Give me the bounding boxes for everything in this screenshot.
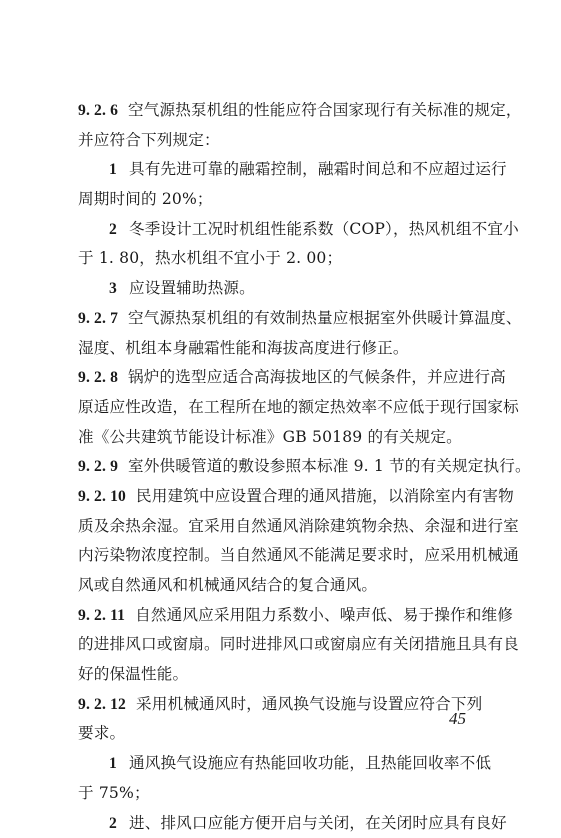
item-text: 冬季设计工况时机组性能系数（COP），热风机组不宜小 <box>129 220 519 238</box>
clause-9-2-6-item-3-line-1 <box>78 274 494 304</box>
clause-number: 9. 2. 7 <box>78 310 118 327</box>
item-number: 3 <box>109 280 117 297</box>
clause-9-2-6-item-2-line-1 <box>78 215 494 245</box>
clause-text: 锅炉的选型应适合高海拔地区的气候条件，并应进行高 <box>128 368 506 386</box>
clause-9-2-10-line-3: 内污染物浓度控制。当自然通风不能满足要求时，应采用机械通 <box>78 541 494 571</box>
clause-9-2-6-line-1 <box>78 96 494 126</box>
clause-9-2-7-line-1 <box>78 304 494 334</box>
document-page <box>78 96 494 838</box>
clause-number: 9. 2. 8 <box>78 369 118 386</box>
clause-9-2-10-line-2: 质及余热余湿。宜采用自然通风消除建筑物余热、余湿和进行室 <box>78 512 494 542</box>
clause-9-2-8-line-2: 原适应性改造，在工程所在地的额定热效率不应低于现行国家标 <box>78 393 494 423</box>
clause-9-2-7-line-2: 湿度、机组本身融霜性能和海拔高度进行修正。 <box>78 334 494 364</box>
clause-9-2-11-line-2: 的进排风口或窗扇。同时进排风口或窗扇应有关闭措施且具有良 <box>78 630 494 660</box>
clause-9-2-11-line-3: 好的保温性能。 <box>78 660 494 690</box>
page-number: 45 <box>449 709 466 729</box>
clause-9-2-6-item-2-line-2: 于 1. 80，热水机组不宜小于 2. 00； <box>78 244 494 274</box>
clause-9-2-6-item-1-line-1 <box>78 155 494 185</box>
clause-9-2-12-line-1 <box>78 690 494 720</box>
clause-9-2-8-line-3: 准《公共建筑节能设计标准》GB 50189 的有关规定。 <box>78 423 494 453</box>
clause-text: 民用建筑中应设置合理的通风措施，以消除室内有害物 <box>136 487 514 505</box>
item-number: 2 <box>109 221 117 238</box>
item-number: 1 <box>109 755 117 772</box>
clause-text: 室外供暖管道的敷设参照本标准 9. 1 节的有关规定执行。 <box>128 457 531 475</box>
clause-text: 空气源热泵机组的有效制热量应根据室外供暖计算温度、 <box>128 309 522 327</box>
clause-9-2-9-line-1 <box>78 452 494 482</box>
clause-number: 9. 2. 12 <box>78 696 126 713</box>
item-text: 通风换气设施应有热能回收功能，且热能回收率不低 <box>129 754 491 772</box>
item-text: 应设置辅助热源。 <box>129 279 255 297</box>
clause-text: 空气源热泵机组的性能应符合国家现行有关标准的规定， <box>128 101 522 119</box>
clause-number: 9. 2. 6 <box>78 102 118 119</box>
item-text: 具有先进可靠的融霜控制，融霜时间总和不应超过运行 <box>129 160 507 178</box>
clause-9-2-12-item-1-line-1 <box>78 749 494 779</box>
clause-9-2-11-line-1 <box>78 601 494 631</box>
item-number: 1 <box>109 161 117 178</box>
clause-number: 9. 2. 11 <box>78 607 125 624</box>
clause-text: 采用机械通风时，通风换气设施与设置应符合下列 <box>136 695 482 713</box>
clause-9-2-10-line-4: 风或自然通风和机械通风结合的复合通风。 <box>78 571 494 601</box>
clause-number: 9. 2. 10 <box>78 488 126 505</box>
clause-9-2-12-item-2-line-1 <box>78 809 494 838</box>
clause-number: 9. 2. 9 <box>78 458 118 475</box>
clause-9-2-6-item-1-line-2: 周期时间的 20%； <box>78 185 494 215</box>
clause-text: 自然通风应采用阻力系数小、噪声低、易于操作和维修 <box>135 606 513 624</box>
clause-9-2-12-line-2: 要求。 <box>78 719 494 749</box>
clause-9-2-8-line-1 <box>78 363 494 393</box>
clause-9-2-6-line-2: 并应符合下列规定： <box>78 126 494 156</box>
clause-9-2-12-item-1-line-2: 于 75%； <box>78 779 494 809</box>
clause-9-2-10-line-1 <box>78 482 494 512</box>
item-number: 2 <box>109 815 117 832</box>
item-text: 进、排风口应能方便开启与关闭，在关闭时应具有良好 <box>129 814 507 832</box>
